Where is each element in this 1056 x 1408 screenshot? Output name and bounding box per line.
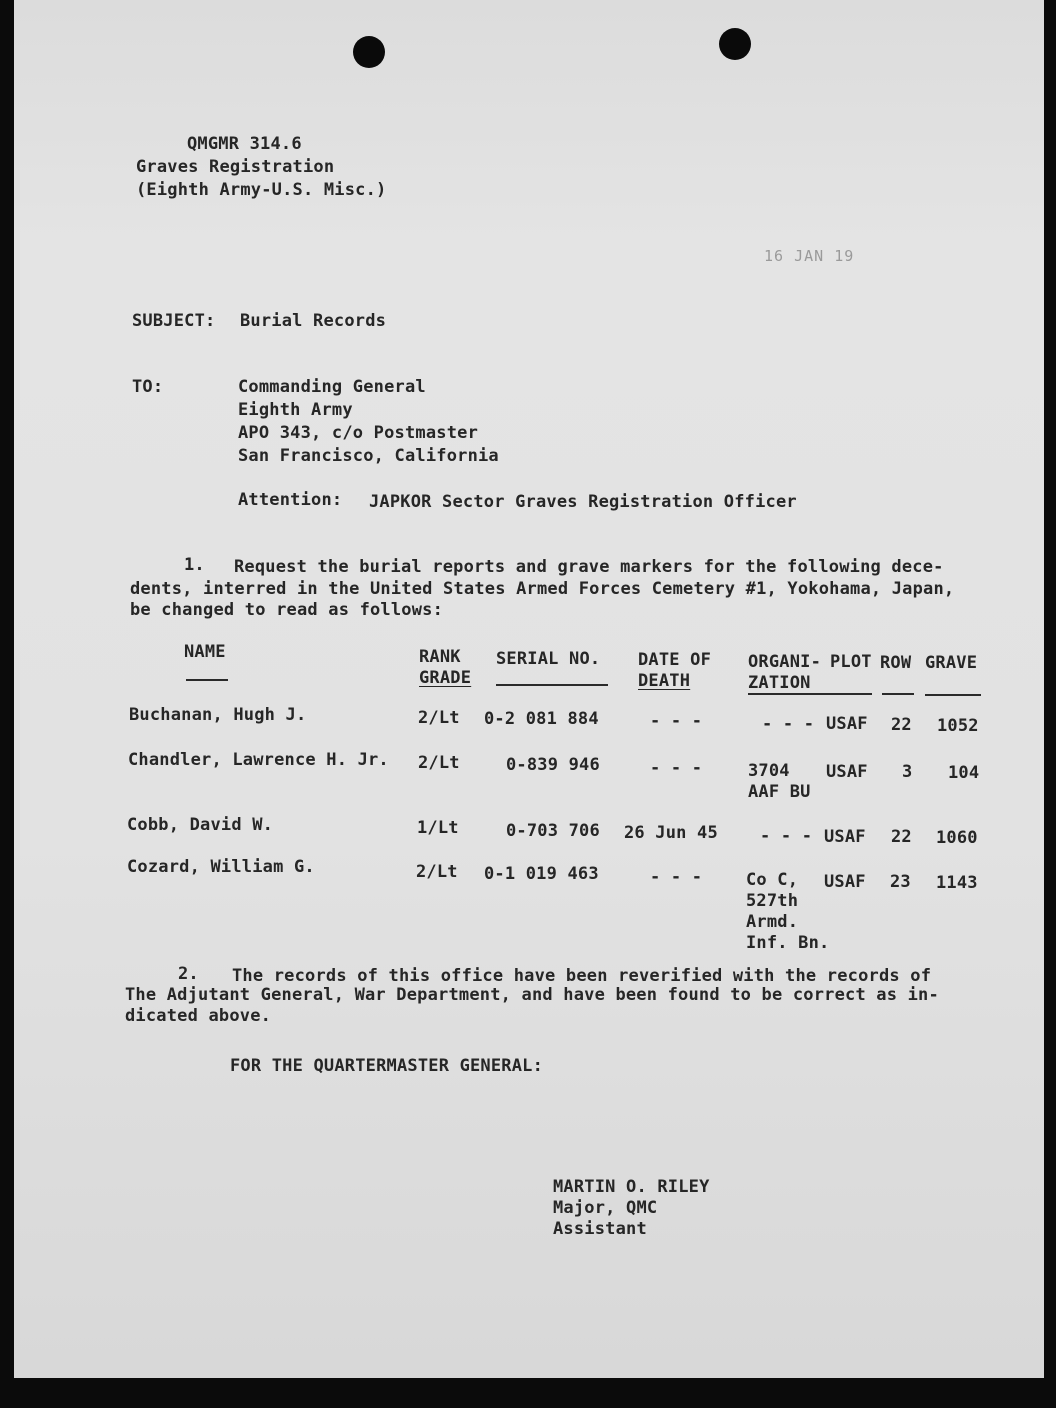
cell-plot: USAF [826,762,868,782]
paragraph-number: 2. [178,964,199,984]
cell-serial: 0-1 019 463 [484,864,599,884]
header-underline [186,679,228,681]
signatory-name: MARTIN O. RILEY [553,1177,710,1197]
file-subcategory: (Eighth Army-U.S. Misc.) [136,180,387,200]
cell-rank: 1/Lt [417,818,459,838]
paragraph-number: 1. [184,555,205,575]
cell-row: 3 [902,762,913,782]
header-underline [748,693,872,695]
to-label: TO: [132,377,164,397]
file-number: QMGMR 314.6 [187,134,302,154]
cell-name: Cobb, David W. [127,815,274,835]
addressee-line: Commanding General [238,377,426,397]
cell-row: 23 [890,872,911,892]
subject-label: SUBJECT: [132,311,216,331]
column-header-row: ROW [880,653,912,673]
paragraph-line: Request the burial reports and grave markers for the following dece- [234,557,944,577]
closing-line: FOR THE QUARTERMASTER GENERAL: [230,1056,544,1076]
file-category: Graves Registration [136,157,335,177]
column-header-rank: RANK [419,647,461,667]
column-header-zation: ZATION [748,673,811,693]
cell-serial: 0-2 081 884 [484,709,599,729]
cell-serial: 0-703 706 [506,821,600,841]
paragraph-line: dicated above. [125,1006,272,1026]
cell-row: 22 [891,715,912,735]
cell-rank: 2/Lt [418,753,460,773]
cell-rank: 2/Lt [416,862,458,882]
cell-grave: 1052 [937,716,979,736]
header-underline [925,694,981,696]
cell-date-of-death: 26 Jun 45 [624,823,718,843]
cell-name: Cozard, William G. [127,857,315,877]
punch-hole [353,36,385,68]
column-header-org: ORGANI- [748,652,822,672]
column-header-grave: GRAVE [925,653,978,673]
cell-plot: USAF [826,714,868,734]
cell-name: Buchanan, Hugh J. [129,705,307,725]
cell-name: Chandler, Lawrence H. Jr. [128,750,389,770]
subject-value: Burial Records [240,311,387,331]
signatory-rank: Major, QMC [553,1198,658,1218]
cell-plot: USAF [824,827,866,847]
column-header-serial: SERIAL NO. [496,649,601,669]
header-underline [882,693,914,695]
column-header-grade: GRADE [419,668,472,688]
cell-organization: Co C, 527th Armd. Inf. Bn. [746,870,830,953]
paragraph-line: dents, interred in the United States Armed Forces Cemetery #1, Yokohama, Japan, [130,579,955,599]
punch-hole [719,28,751,60]
cell-date-of-death: - - - [650,758,703,778]
addressee-line: Eighth Army [238,400,353,420]
column-header-date: DATE OF [638,650,712,670]
paragraph-line: be changed to read as follows: [130,600,444,620]
cell-grave: 1143 [936,873,978,893]
date-stamp: 16 JAN 19 [764,247,855,265]
signatory-title: Assistant [553,1219,647,1239]
cell-grave: 1060 [936,828,978,848]
cell-row: 22 [891,827,912,847]
cell-organization: - - - [762,714,815,734]
attention-value: JAPKOR Sector Graves Registration Officer [369,492,797,512]
cell-serial: 0-839 946 [506,755,600,775]
document-page [14,0,1044,1378]
addressee-line: San Francisco, California [238,446,499,466]
addressee-line: APO 343, c/o Postmaster [238,423,479,443]
column-header-name: NAME [184,642,226,662]
cell-plot: USAF [824,872,866,892]
cell-organization: 3704 AAF BU [748,761,811,802]
cell-date-of-death: - - - [650,711,703,731]
paragraph-line: The records of this office have been reverified with the records of [232,966,932,986]
attention-label: Attention: [238,490,343,510]
header-underline [496,684,608,686]
cell-grave: 104 [948,763,980,783]
column-header-plot: PLOT [830,652,872,672]
cell-rank: 2/Lt [418,708,460,728]
column-header-death: DEATH [638,671,691,691]
cell-date-of-death: - - - [650,867,703,887]
cell-organization: - - - [760,826,813,846]
paragraph-line: The Adjutant General, War Department, and have been found to be correct as in- [125,985,939,1005]
